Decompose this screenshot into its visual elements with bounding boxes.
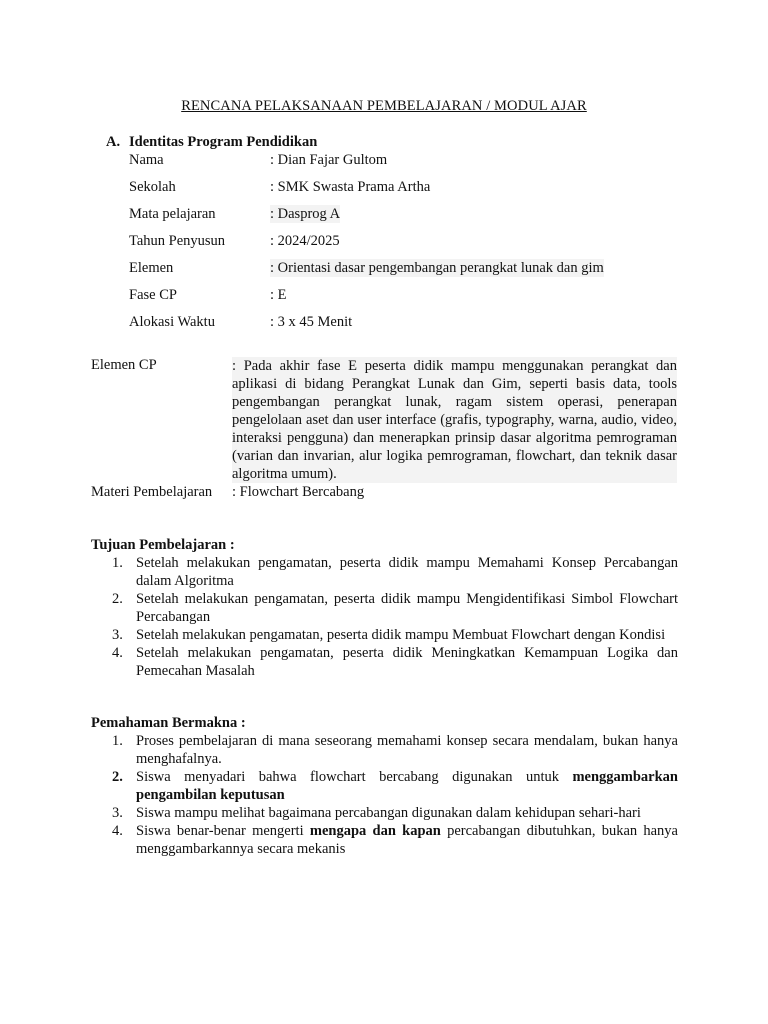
materi-value: : Flowchart Bercabang	[232, 484, 365, 500]
list-item	[91, 590, 678, 626]
list-item	[91, 554, 678, 590]
identity-row-fase-cp	[129, 286, 689, 313]
list-item	[91, 804, 678, 822]
list-text: Setelah melakukan pengamatan, peserta didik mampu Mengidentifikasi Simbol Flowchart Percabangan	[136, 591, 678, 625]
tujuan-list	[91, 554, 678, 680]
list-number: 3.	[112, 805, 123, 821]
list-text-post: percabangan dibutuhkan, bukan hanya menggambarkannya secara mekanis	[136, 823, 678, 857]
list-item	[91, 732, 678, 768]
list-item	[91, 822, 678, 858]
list-text-bold: mengapa dan kapan	[309, 823, 441, 839]
list-item	[91, 626, 678, 644]
pemahaman-bermakna	[91, 714, 678, 858]
identity-value: : Dasprog A	[270, 206, 341, 222]
identity-row-mata-pelajaran	[129, 205, 689, 232]
identity-label: Tahun Penyusun	[129, 233, 226, 249]
pemahaman-heading: Pemahaman Bermakna :	[91, 715, 246, 731]
identity-row-tahun	[129, 232, 689, 259]
tujuan-pembelajaran	[91, 536, 678, 680]
list-number: 2.	[112, 591, 123, 607]
section-letter: A.	[106, 134, 121, 150]
document-title: RENCANA PELAKSANAAN PEMBELAJARAN / MODUL AJAR	[181, 98, 587, 114]
identity-value: : 3 x 45 Menit	[270, 314, 353, 330]
identity-label: Mata pelajaran	[129, 206, 216, 222]
list-number: 2.	[112, 769, 123, 785]
list-number: 1.	[112, 733, 123, 749]
identity-row-nama	[129, 151, 689, 178]
list-text: Setelah melakukan pengamatan, peserta didik mampu Memahami Konsep Percabangan dalam Algoritma	[136, 555, 678, 589]
elemen-cp-text: : Pada akhir fase E peserta didik mampu menggunakan perangkat dan aplikasi di bidang Perangkat Lunak dan Gim, seperti basis data, tools pengembangan perangkat lunak, ragam sistem operasi, penerapan pengelolaan aset dan user interface (grafis, typography, warna, audio, video, interaksi pengguna) dan menerapkan prinsip dasar algoritma pemrograman (varian dan invarian, alur logika pemrograman, flowchart, dan teknik dasar algoritma umum).	[232, 358, 677, 482]
list-number: 4.	[112, 823, 123, 839]
identity-label: Nama	[129, 152, 164, 168]
list-text: Proses pembelajaran di mana seseorang memahami konsep secara mendalam, bukan hanya menghafalnya.	[136, 733, 678, 767]
list-text: Setelah melakukan pengamatan, peserta didik Meningkatkan Kemampuan Logika dan Pemecahan Masalah	[136, 645, 678, 679]
identity-label: Fase CP	[129, 287, 177, 303]
list-number: 3.	[112, 627, 123, 643]
list-text-bold: menggambarkan pengambilan keputusan	[136, 769, 678, 803]
identity-label: Alokasi Waktu	[129, 314, 215, 330]
identity-label: Elemen	[129, 260, 174, 276]
identity-value: : Orientasi dasar pengembangan perangkat lunak dan gim	[270, 260, 604, 276]
tujuan-heading: Tujuan Pembelajaran :	[91, 537, 235, 553]
identity-row-alokasi	[129, 313, 689, 340]
list-text: Setelah melakukan pengamatan, peserta didik mampu Membuat Flowchart dengan Kondisi	[136, 627, 666, 643]
identity-value: : Dian Fajar Gultom	[270, 152, 388, 168]
section-heading: Identitas Program Pendidikan	[129, 134, 318, 150]
identity-value: : E	[270, 287, 287, 303]
pemahaman-list	[91, 732, 678, 858]
list-text-pre: Siswa menyadari bahwa flowchart bercabang digunakan untuk	[136, 769, 573, 785]
identity-table	[129, 151, 689, 340]
list-text: Siswa mampu melihat bagaimana percabangan digunakan dalam kehidupan sehari-hari	[136, 805, 641, 821]
list-number: 4.	[112, 645, 123, 661]
identity-row-sekolah	[129, 178, 689, 205]
identity-row-elemen	[129, 259, 689, 286]
list-number: 1.	[112, 555, 123, 571]
list-text-pre: Siswa benar-benar mengerti	[136, 823, 310, 839]
identity-value: : SMK Swasta Prama Artha	[270, 179, 431, 195]
identity-value: : 2024/2025	[270, 233, 340, 249]
list-item	[91, 644, 678, 680]
materi-label: Materi Pembelajaran	[91, 484, 213, 500]
identity-label: Sekolah	[129, 179, 176, 195]
list-item	[91, 768, 678, 804]
elemen-cp-label: Elemen CP	[91, 357, 157, 373]
